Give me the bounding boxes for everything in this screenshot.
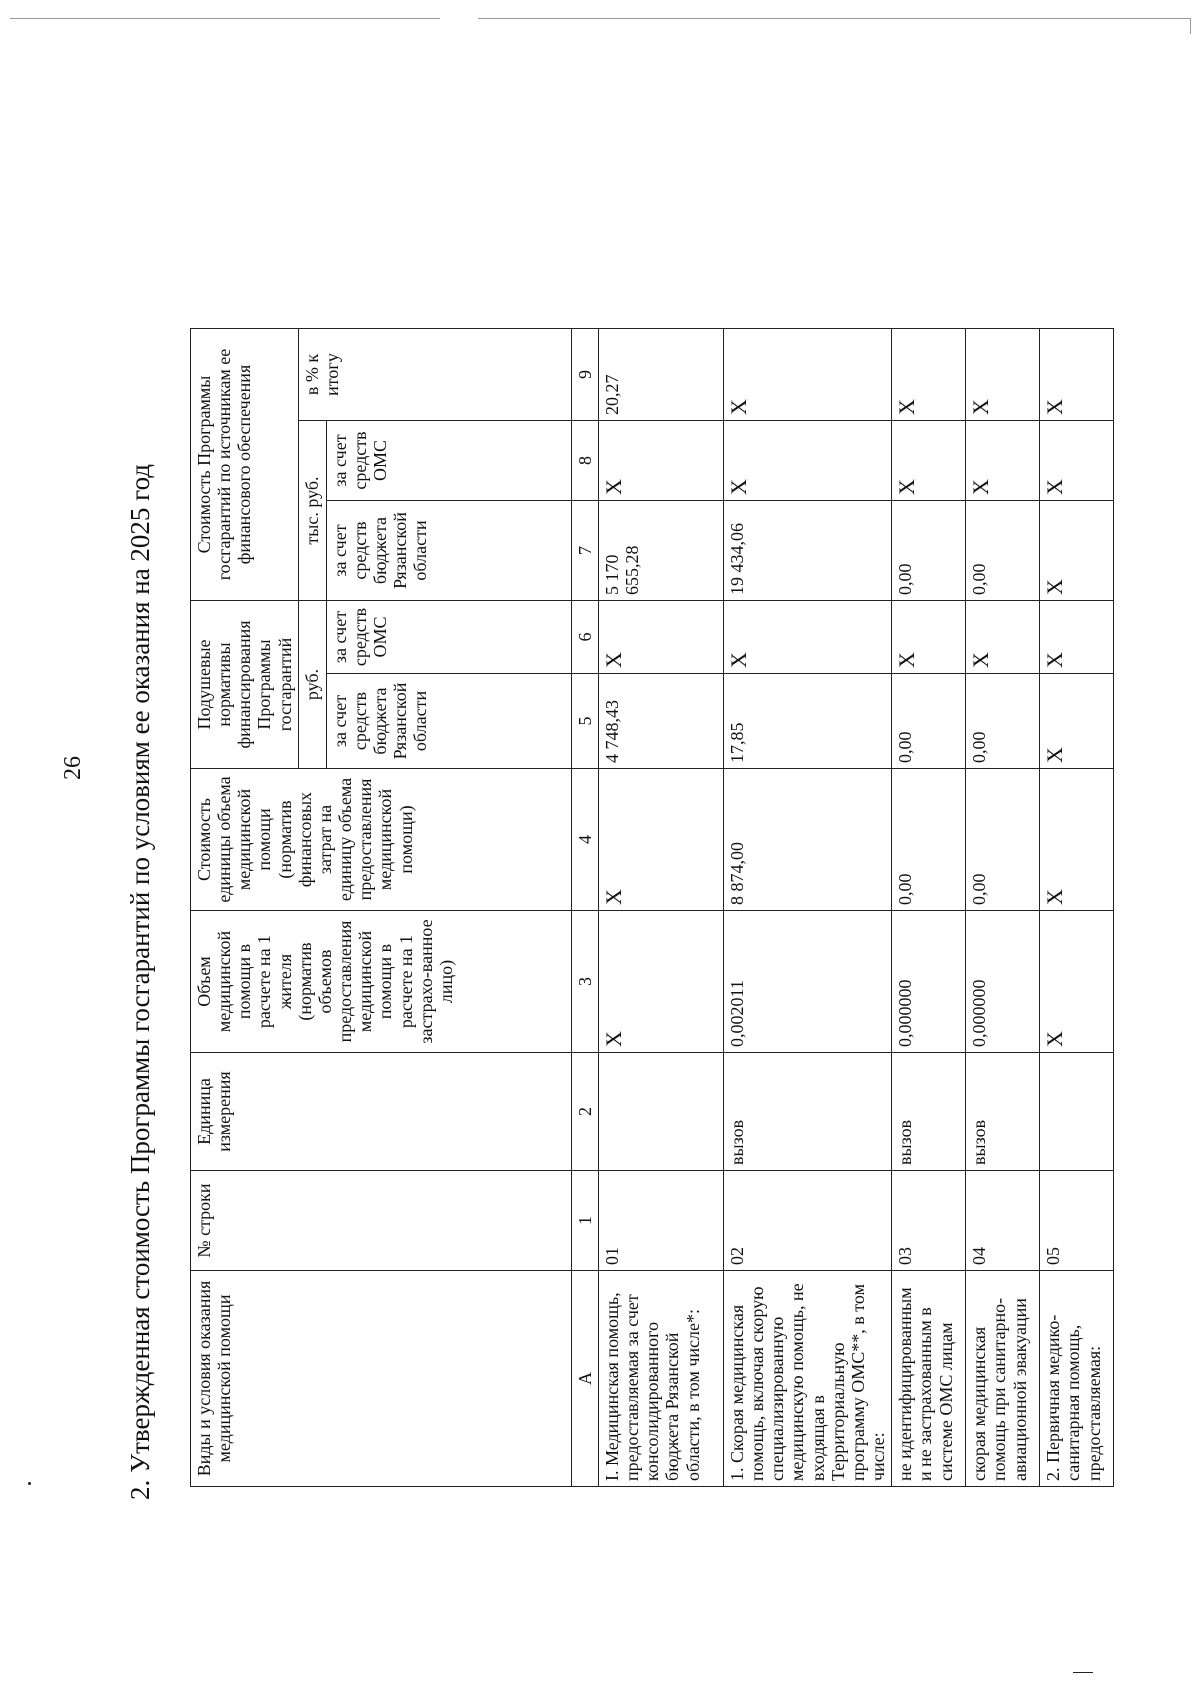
row-per-capita-oms: Х xyxy=(723,601,891,674)
header-oms-8: за счет средств ОМС xyxy=(326,421,571,501)
scan-edge-line xyxy=(10,18,440,19)
row-volume: Х xyxy=(598,911,723,1053)
col-number: 3 xyxy=(571,911,598,1053)
row-unit: вызов xyxy=(723,1053,891,1171)
table-row xyxy=(723,329,891,1487)
col-number: 1 xyxy=(571,1171,598,1271)
col-number: А xyxy=(571,1271,598,1487)
table-row xyxy=(892,329,966,1487)
cost-table xyxy=(190,328,1114,1487)
row-cost-oms: Х xyxy=(966,421,1040,501)
header-kinds: Виды и условия оказания медицинской помощи xyxy=(191,1271,572,1487)
row-line-number: 05 xyxy=(1040,1171,1114,1271)
page-title: 2. Утвержденная стоимость Программы госгарантий по условиям ее оказания на 2025 год xyxy=(125,463,155,1500)
row-cost-budget: 5 170 655,28 xyxy=(598,501,723,601)
row-percent-total: 20,27 xyxy=(598,329,723,421)
row-name: не идентифицированным и не застрахованным в системе ОМС лицам xyxy=(892,1271,966,1487)
row-percent-total: Х xyxy=(892,329,966,421)
row-per-capita-budget: Х xyxy=(1040,674,1114,769)
row-unit: вызов xyxy=(892,1053,966,1171)
col-number: 2 xyxy=(571,1053,598,1171)
row-per-capita-oms: Х xyxy=(892,601,966,674)
row-unit-cost: 0,00 xyxy=(966,769,1040,911)
table-row xyxy=(1040,329,1114,1487)
col-number: 5 xyxy=(571,674,598,769)
header-unit-thousand-rub: тыс. руб. xyxy=(298,421,326,601)
header-per-capita: Подушевые нормативы финансирования Программы госгарантий xyxy=(191,601,299,769)
header-unit-cost: Стоимость единицы объема медицинской помощи (норматив финансовых затрат на единицу объема предоставления медицинской помощи) xyxy=(191,769,572,911)
row-per-capita-budget: 0,00 xyxy=(892,674,966,769)
col-number: 7 xyxy=(571,501,598,601)
row-per-capita-oms: Х xyxy=(966,601,1040,674)
row-per-capita-budget: 4 748,43 xyxy=(598,674,723,769)
row-cost-budget: 19 434,06 xyxy=(723,501,891,601)
header-budget-5: за счет средств бюджета Рязанской области xyxy=(326,674,571,769)
column-numbers-row xyxy=(571,329,598,1487)
row-name: I. Медицинская помощь, предоставляемая за счет консолидированного бюджета Рязанской области, в том числе*: xyxy=(598,1271,723,1487)
header-row xyxy=(191,329,299,1487)
table-row xyxy=(598,329,723,1487)
scan-speck xyxy=(1073,1672,1093,1673)
row-volume: Х xyxy=(1040,911,1114,1053)
header-unit-rub: руб. xyxy=(298,601,326,769)
header-line-number: № строки xyxy=(191,1171,572,1271)
col-number: 9 xyxy=(571,329,598,421)
row-unit xyxy=(598,1053,723,1171)
row-name: скорая медицинская помощь при санитарно-авиационной эвакуации xyxy=(966,1271,1040,1487)
header-volume: Объем медицинской помощи в расчете на 1 жителя (норматив объемов предоставления медицинской помощи в расчете на 1 застрахо-ванное лицо) xyxy=(191,911,572,1053)
row-line-number: 02 xyxy=(723,1171,891,1271)
row-cost-budget: 0,00 xyxy=(966,501,1040,601)
scan-edge-line xyxy=(478,18,1190,19)
row-percent-total: Х xyxy=(723,329,891,421)
header-budget-7: за счет средств бюджета Рязанской области xyxy=(326,501,571,601)
row-cost-oms: Х xyxy=(1040,421,1114,501)
row-cost-budget: 0,00 xyxy=(892,501,966,601)
row-unit: вызов xyxy=(966,1053,1040,1171)
row-per-capita-oms: Х xyxy=(1040,601,1114,674)
row-unit-cost: Х xyxy=(1040,769,1114,911)
col-number: 6 xyxy=(571,601,598,674)
scan-speck xyxy=(28,1482,31,1485)
row-name: 2. Первичная медико-санитарная помощь, предоставляемая: xyxy=(1040,1271,1114,1487)
row-volume: 0,000000 xyxy=(966,911,1040,1053)
row-per-capita-budget: 0,00 xyxy=(966,674,1040,769)
row-cost-budget: Х xyxy=(1040,501,1114,601)
table-row xyxy=(966,329,1040,1487)
row-cost-oms: Х xyxy=(598,421,723,501)
row-percent-total: Х xyxy=(1040,329,1114,421)
row-line-number: 03 xyxy=(892,1171,966,1271)
header-oms-6: за счет средств ОМС xyxy=(326,601,571,674)
row-percent-total: Х xyxy=(966,329,1040,421)
header-program-cost: Стоимость Программы госгарантий по источникам ее финансового обеспечения xyxy=(191,329,299,601)
row-volume: 0,002011 xyxy=(723,911,891,1053)
col-number: 8 xyxy=(571,421,598,501)
header-unit: Единица измерения xyxy=(191,1053,572,1171)
col-number: 4 xyxy=(571,769,598,911)
header-percent-total: в % к итогу xyxy=(298,329,571,421)
row-per-capita-budget: 17,85 xyxy=(723,674,891,769)
page-number: 26 xyxy=(60,756,86,780)
scan-edge-tick xyxy=(1190,18,1191,34)
row-unit-cost: 0,00 xyxy=(892,769,966,911)
row-line-number: 01 xyxy=(598,1171,723,1271)
row-per-capita-oms: Х xyxy=(598,601,723,674)
row-line-number: 04 xyxy=(966,1171,1040,1271)
row-volume: 0,000000 xyxy=(892,911,966,1053)
row-unit-cost: 8 874,00 xyxy=(723,769,891,911)
row-cost-oms: Х xyxy=(892,421,966,501)
row-unit-cost: Х xyxy=(598,769,723,911)
row-unit xyxy=(1040,1053,1114,1171)
row-name: 1. Скорая медицинская помощь, включая скорую специализированную медицинскую помощь, не входящая в Территориальную программу ОМС**, в том числе: xyxy=(723,1271,891,1487)
rotated-page xyxy=(50,160,1110,1600)
row-cost-oms: Х xyxy=(723,421,891,501)
